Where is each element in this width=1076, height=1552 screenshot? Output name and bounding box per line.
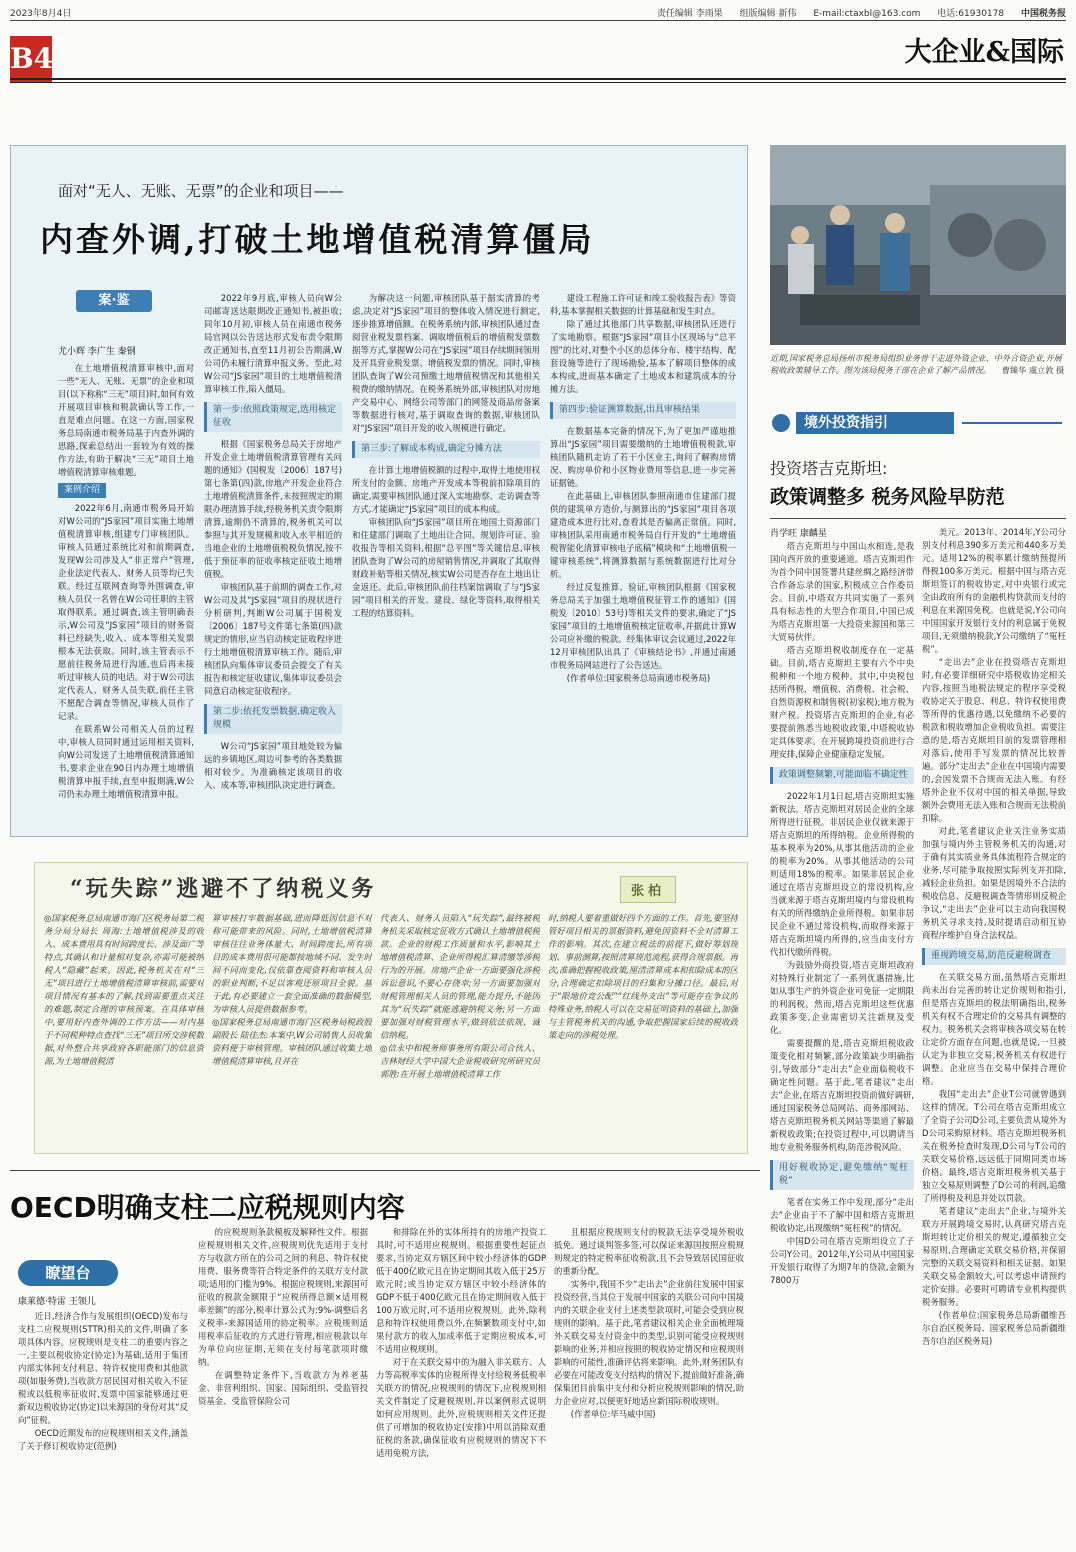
oecd-rule xyxy=(10,1170,760,1171)
oecd-para: 且根据应税规则支付的税款无法享受境外税收抵免。通过谈判签多签,可以保证来源国按照应税规则规定的特定税率征收税款,且不会导致居民国征收的重新分配。 xyxy=(554,1227,744,1276)
issue-date: 2023年8月4日 xyxy=(10,9,72,19)
commentary-column-2: 算审核打牢数据基础,进而降低因信息不对称可能带来的风险。同时,土地增值税清算审核往往业务体量大、时间跨度长,所有项目的成本费用很可能都按地域不同、发生时间不同而变化,仅依靠查阅资料和审核人员的职业判断,不足以客观还原项目全貌。基于此,有必要建立一套全面准确的数据模型,为审核人员提供数据参考。 ◎国家税务总局南通市海门区税务局税政股副股长 陆佳杰:本案中,W公司销售人员收集资料便于审核管理。审核团队通过收集土地增值税清算审核,且并在 xyxy=(212,913,372,1066)
right-para: 2022年1月1日起,塔吉克斯坦实施新税法。塔吉克斯坦对居民企业的全球所得进行征税。非居民企业仅就来源于塔吉克斯坦的所得纳税。企业所得税的基本税率为20%,从事其他活动的企业的税率为20%。从事其他活动的公司则适用18%的税率。如果非居民企业通过在塔吉克斯坦设立的常设机构,应当就来源于塔吉克斯坦境内与常设机构有关的所得缴纳企业所得税。如果非居民企业不通过常设机构,而取得来源于塔吉克斯坦境内所得的,应当由支付方代扣代缴所得税。 xyxy=(770,791,914,957)
commentary-column-1: ◎国家税务总局南通市海门区税务局第二税务分局分局长 周海:土地增值税涉及的收入、成本费用具有时间跨度长、涉及面广等特点,其确认和计量相对复杂,亦需可能被纳税人“隐藏”起来。因此,税务机关在对“三无”项目进行土地增值税清算审核前,需要对项目情况有基本的了解,找到需要重点关注的难题,制定合理的审核预案。在具体审核中,要用好内查外调的工作方法——对内基于不同税种特点查找“三无”项目所交涉税数据,对外整合共享政府各职能部门的信息资源,为土地增值税清 xyxy=(44,913,204,1066)
lead-column-1 xyxy=(58,362,194,828)
phone: 电话:61930178 xyxy=(937,9,1005,19)
lead-column-2 xyxy=(204,292,342,828)
lookout-tag-box xyxy=(18,1260,118,1286)
commentary-title: “玩失踪”逃避不了纳税义务 xyxy=(70,876,377,902)
right-para: 在关联交易方面,虽然塔吉克斯坦尚未出台完善的转让定价规则和指引,但是塔吉克斯坦的税法明确指出,税务机关有权不合理定价的交易具有调整的权力。税务机关会将审核各项交易在转让定价方面存在问题,也就是说,一旦被认定为非独立交易,税务机关有权进行调整。企业应当在交易中保持合理价格。 xyxy=(922,972,1066,1086)
right-subhead: 重视跨境交易,防范反避税调查 xyxy=(922,948,1066,965)
globe-icon xyxy=(772,414,790,432)
news-photo xyxy=(770,145,1066,345)
right-para: 美元。2013年、2014年,Y公司分别支付利息390多万美元和440多万美元。适用12%的税率累计缴纳预提所得税100多万美元。根据中国与塔吉克斯坦签订的税收协定,对中央银行或完全由政府所有的金融机构贷款而支付的利息在来源国免税。也就是说,Y公司向中国国家开发银行支付的利息属于免税项目,无须缴纳税款,Y公司缴纳了“冤枉税”。 xyxy=(922,527,1066,654)
header-rule-thin xyxy=(10,82,1066,83)
lead-para: 在联系W公司相关人员的过程中,审核人员同时通过运用相关资料,向W公司发送了土地增值税清算通知书,要求企业在90日内办理土地增值税清算申报手续,直至申报期满,W公司仍未办理土地增值税清算申报。 xyxy=(58,724,194,799)
lead-para: 在计算土地增值税额的过程中,取得土地使用权所支付的金额、房地产开发成本等税前扣除项目的确定,需要审核团队通过深入实地勘察、走访调查等方式,才能确定“JS家园”项目的成本构成。 xyxy=(352,465,540,514)
right-para: 塔吉克斯坦税收制度存在一定基础。目前,塔吉克斯坦主要有六个中央税种和一个地方税种。其中,中央税包括所得税、增值税、消费税、社会税、自然资源税和制售税(初家税);地方税为财产税。投资塔吉克斯坦的企业,有必要提前熟悉当地税收政策,中塔税收协定具体要求。在开展跨境投资前进行合理安排,保障企业健康稳定发展。 xyxy=(770,645,914,759)
email[interactable]: E-mail:ctaxbl@163.com xyxy=(813,9,921,19)
commentary-column-3: 代表人、财务人员陷入“玩失踪”,最终被税务机关采取核定征收方式确认土地增值税税款。企业的财税工作质量和水平,影响其土地增值税清算、企业所得税汇算清缴等涉税行为的开展。房地产企业一方面要强化涉税诉讼意识,不要心存侥幸;另一方面要加强对财税管理相关人员的管理,能力提升,不能因其为“玩失踪”就能逃避纳税义务;另一方面要加强对财税管理水平,做到依法依规、诚信纳税。 ◎信永中和税务师事务所有限公司合伙人、吉林财经大学中国大企业税收研究所研究员 郭胜:在开展土地增值税清算工作 xyxy=(380,913,540,1079)
oecd-column-3 xyxy=(376,1226,546,1546)
right-para: 笔者在实务工作中发现,部分“走出去”企业由于不了解中国和塔吉克斯坦税收协定,出现缴纳“冤枉税”的情况。 xyxy=(770,1197,914,1233)
right-para: 笔者建议“走出去”企业,与境外关联方开展跨境交易时,认真研究塔吉克斯坦转让定价相关的规定,遵循独立交易原则,合理确定关联交易价格,并保留完整的关联交易资料和相关证据。如果关联交易金额较大,可以考虑申请预约定价安排。必要时可聘请专业机构提供税务服务。 xyxy=(922,1206,1066,1307)
paper-name: 中国税务报 xyxy=(1020,9,1066,19)
oecd-para: OECD近期发布的应税规则相关文件,涵盖了关于修订税收协定(范例) xyxy=(18,1428,188,1451)
lead-para: 为解决这一问题,审核团队基于据实清算的考虑,决定对“JS家园”项目的整体收入情况进行测定,逐步推算增值额。在税务系统内部,审核团队通过查阅营业税发票档案、调取增值税后的增值税发票数据等方式,掌握W公司在“JS家园”项目存续期间领用及开具营业税发票、增值税发票的情况。同时,审核团队查询了W公司预缴土地增值税情况和其他相关税费的缴纳情况。在税务系统外部,审核团队对房地产交易中心、网络公司等部门的网签及商品房备案等数据进行核对,基于调取查询的数据,审核团队对“JS家园”项目开发的收入规模进行确定。 xyxy=(352,293,540,433)
overseas-guide-banner xyxy=(772,412,1062,434)
photo-credit: 曹臻华 虞立敦 摄 xyxy=(1001,365,1065,375)
right-headline: 政策调整多 税务风险早防范 xyxy=(770,486,1005,508)
layout-editor: 组版编辑 新伟 xyxy=(739,9,797,19)
lead-para: 审核团队基于前期的调查工作,对W公司及其“JS家园”项目的现状进行分析研判,判断W公司属于国税发〔2006〕187号文件第七条第(四)款规定的情形,应当启动核定征收程序进行土地增值税清算审核工作。随后,审核团队向集体审议委员会提交了有关报告和核定征收建议,集体审议委员会同意启动核定征收程序。 xyxy=(204,582,342,696)
oecd-column-1 xyxy=(18,1310,188,1546)
lead-para: 根据《国家税务总局关于房地产开发企业土地增值税清算管理有关问题的通知》(国税发〔2006〕187号)第七条第(四)款,房地产开发企业符合土地增值税清算条件,未按照规定的期限办理清算手续,经税务机关责令限期清算,逾期仍不清算的,税务机关可以参照与其开发规模和收入水平相近的当地企业的土地增值税税负情况,按不低于预征率的征收率核定征收土地增值税。 xyxy=(204,439,342,579)
oecd-para: 实务中,我国不少“走出去”企业前往发展中国家投资经营,当其位于发展中国家的关联公司向中国境内的关联企业支付上述类型款项时,可能会受到应税规则的影响。基于此,笔者建议相关企业全面梳理境外关联交易支付资金中的类型,识别可能受应税规则影响的业务,并相应按照的税收协定情况和应税规则影响的可能性,准确评估将来影响。此外,财务团队有必要在可能改变支付结构的情况下,提前做好准备,确保集团目前集中支付和分析应税规则影响的情况,助力企业应对,以便更好地适应新国际税收规则。 xyxy=(554,1279,744,1406)
lead-para: 在数据基本完备的情况下,为了更加严谨地推算出“JS家园”项目需要缴纳的土地增值税税款,审核团队随机走访了若干小区业主,询问了解购房情况、购房单价和小区物业费用等信息,进一步完善证据链。 xyxy=(550,426,736,488)
editor: 责任编辑 李雨果 xyxy=(656,9,723,19)
factory-photo-illustration xyxy=(770,145,1066,345)
right-para: “走出去”企业在投资塔吉克斯坦时,有必要详细研究中塔税收协定相关内容,按照当地税法规定的程序享受税收协定关于股息、利息、特许权使用费等所得的优惠待遇,以免缴纳不必要的税款和税收增加企业税收负担。需要注意的是,塔吉克斯坦目前的发票管理相对落后,使用手写发票的情况比较普遍。部分“走出去”企业在中国境内需要的,会因发票不合规而无法入账。有经塔外企业不仅对中国的相关单据,导致额外会费用无法入账和合规而无法税前扣除。 xyxy=(922,657,1066,823)
lead-para: 在土地增值税清算审核中,面对一些“无人、无账、无票”的企业和项目(以下称称“三无”项目)时,如何有效开展项目审核和税款确认等工作,一直是难点问题。在这一方面,国家税务总局南通市税务局基于内查外调的思路,探索总结出一套较为有效的操作方法,有助于解决“三无”项目土地增值税清算审核难题。 xyxy=(58,363,194,477)
commentary-author: 张柏 xyxy=(620,876,676,903)
oecd-para: 在调整特定条件下,当收款方为养老基金、非营利组织、国家、国际组织、受监管投资基金、受监管保险公司 xyxy=(198,1370,368,1406)
step-heading: 第三步:了解成本构成,确定分摊方法 xyxy=(352,441,540,458)
step-heading: 第二步:依托发票数据,确定收入规模 xyxy=(204,704,342,734)
right-para: 中国D公司在塔吉克斯坦设立了子公司Y公司。2012年,Y公司从中国国家开发银行取得了为期7年的贷款,金额为7800万 xyxy=(770,1236,914,1285)
right-subhead: 用好税收协定,避免缴纳“冤枉税” xyxy=(770,1160,914,1190)
lead-para: 在此基础上,审核团队参照南通市住建部门提供的建筑单方造价,与测算出的“JS家园”项目各项建造成本进行比对,查看其是否偏离正常值。同时,审核团队采用南通市税务局自行开发的“土地增值税智能化清算审核电子底稿”模块和“土地增值税一键审核系统”,将测算数据与系统数据进行比对分析。 xyxy=(550,491,736,579)
oecd-para: (作者单位:毕马威中国) xyxy=(570,1409,656,1419)
page-number: B4 xyxy=(10,36,52,82)
commentary-column-4: 时,纳税人要着重做好四个方面的工作。首先,要坚持管好项目相关的票据资料,避免因资料不全对清算工作的影响。其次,在建立税法的前提下,做好筹划规划、事前测算,按照清算规范流程,获得合规票据。再次,准确把握税收政策,厘清清算成本和扣除成本的区分,合理确定扣除项目的归集和分摊口径。最后,对于“限地价竞公配”“红线外支出”等可能存在争议的特殊业务,纳税人可以在交易征明资料的基础上,加强与主管税务机关的沟通,争取把握国家后续的税收政策走向的涉税处理。 xyxy=(548,913,738,1040)
lead-para: (作者单位:国家税务总局南通市税务局) xyxy=(566,673,711,683)
masthead-strip xyxy=(10,6,1066,21)
lead-para: 审核团队向“JS家园”项目所在地国土资源部门和住建部门调取了土地出让合同、规划许可证、验收报告等相关资料,根据“总平图”等关键信息,审核团队查询了W公司的房屋销售情况,并调取了其取得财政补贴等相关情况,核实W公司是否存在土地出让金返还。此后,审核团队前往档案馆调取了与“JS家园”项目相关的开发、建设、绿化等资料,取得相关工程的结算资料。 xyxy=(352,517,540,618)
lead-para: W公司“JS家园”项目地处较为偏远的乡镇地区,周边可参考的各类数据相对较少。为准确核定该项目的收入、成本等,审核团队决定进行调查。 xyxy=(204,741,342,790)
right-byline: 肖学旺 康麟星 xyxy=(770,529,827,539)
overseas-guide-tag: 境外投资指引 xyxy=(796,412,954,434)
lead-headline: 内查外调,打破土地增值税清算僵局 xyxy=(40,220,595,259)
lead-kicker: 面对“无人、无账、无票”的企业和项目—— xyxy=(58,182,344,200)
lead-para: 2022年9月底,审核人员向W公司邮寄送达限期改正通知书,被拒收;同年10月初,审核人员在南通市税务局官网以公告送达形式发布责令限期改正通知书,直至11月初公告期满,W公司仍未履行清算申报义务。至此,对W公司“JS家园”项目的土地增值税清算审核工作,陷入僵局。 xyxy=(204,293,342,394)
case-intro-label: 案例介绍 xyxy=(58,483,106,498)
right-rule xyxy=(770,518,1066,519)
oecd-column-2 xyxy=(198,1226,368,1546)
header-rule xyxy=(10,78,1066,80)
section-title: 大企业&国际 xyxy=(904,37,1064,68)
oecd-para: 近日,经济合作与发展组织(OECD)发布与支柱二应税规则(STTR)相关的文件,明确了多项具体内容。应税规则是支柱二的重要内容之一,主要以税收协定(协定)为基础,适用于集团内部实体间支付利息、特许权使用费和其他款项(如服务费),当收款方居民国对相关收入不征税或以低税率征收时,发票中国家能够通过更新双边税收协定(协定)以来源国的身份对其“反向”征税。 xyxy=(18,1311,188,1425)
case-tag: 案·鉴 xyxy=(76,290,152,312)
oecd-para: 的应税规则条款模板及解释性文件。根据应税规则相关文件,应税规则优先适用于支付方与收款方所在的公司之间的利息、特许权使用费、服务费等符合特定条件的关联方支付款项;适用的门槛为9%。根据应税规则,来源国可征收的税款金额限于“应税所得总额×适用税率差额”的部分,税率计算公式为:9%-调整后名义税率-来源国适用的协定税率。应税规则适用税率后征收的方式进行管理,相应税款以年为单位向应征期,无须在支付每笔款项时缴纳。 xyxy=(198,1227,368,1367)
oecd-byline: 康莱德·特雷 王领儿 xyxy=(18,1297,96,1307)
right-para: 为鼓励外商投资,塔吉克斯坦政府对特殊行业制定了一系列优惠措施,比如从事生产的外资企业可免征一定期限的利润税。然而,塔吉克斯坦这些优惠政策多变,企业需密切关注新规及变化。 xyxy=(770,960,914,1035)
right-subhead: 政策调整频繁,可能面临不确定性 xyxy=(770,767,914,784)
step-heading: 第四步:验证测算数据,出具审核结果 xyxy=(550,402,736,419)
right-column-1 xyxy=(770,540,914,1546)
lead-column-4 xyxy=(550,292,736,828)
step-heading: 第一步:依照政策规定,选用核定征收 xyxy=(204,402,342,432)
right-para: 我国“走出去”企业T公司就曾遇到这样的情况。T公司在塔吉克斯坦成立了全资子公司D公司,主要负责从境外为D公司采购原材料。塔吉克斯坦税务机关在税务检查时发现,D公司与T公司的关联交易价格,远远低于同期同类市场价格。最终,塔吉克斯坦税务机关基于独立交易原则调整了D公司的利润,追缴了所得税及利息并处以罚款。 xyxy=(922,1089,1066,1203)
oecd-headline: OECD明确支柱二应税规则内容 xyxy=(10,1191,405,1224)
right-para: 对此,笔者建议企业关注业务实质加强与境内外主管税务机关的沟通,对于确有其实质业务具体流程符合规定的业务,尽可能争取按照实际列支并扣除,减轻企业负担。如果是因境外不合法的税收信息、反避税调查等情形则反税企争议,“走出去”企业可以主动向我国税务机关寻求支持,及时提请启动相互协商程序维护自身合法权益。 xyxy=(922,826,1066,940)
photo-caption xyxy=(770,352,1066,376)
lead-para: 建设工程施工许可证和竣工验收报告表》等资料,基本掌握相关数据的计算基础和发生时点。 xyxy=(550,293,736,316)
oecd-para: 和排除在外的实体所持有的房地产投资工具时,可不适用应税规则。根据重要性起征点要求,当协定双方辖区间中较小经济体的GDP低于400亿欧元且在协定期间其收入低于25万欧元时;或当协定双方辖区中较小经济体的GDP不低于400亿欧元且在协定期间收入低于100万欧元时,可不适用应税规则。此外,除利息和特许权使用费以外,在频繁数项支付中,如果付款方的收入加成率低于定期应税成本,可不适用应税规则。 xyxy=(376,1227,546,1354)
right-column-2 xyxy=(922,526,1066,1546)
caption-text: 近期,国家税务总局扬州市税务局组织业务骨干走进外资企业、中外合资企业,开展税收政策辅导工作。图为该局税务干部在企业了解产品情况。 xyxy=(770,353,1062,375)
lead-byline: 尤小辉 李广生 秦钢 xyxy=(58,347,136,357)
lead-para: 2022年6月,南通市税务局开始对W公司的“JS家园”项目实施土地增值税清算审核,组建专门审核团队。审核人员通过系统比对和前期调查,发现W公司涉及人“非正常户”管理,企业法定代表人、财务人员等均已失联。经过互联网查询等外围调查,审核人员仅一名曾在W公司任职的主管取得联系。通过调查,该主管明确表示,W公司及“JS家园”项目的财务资料已经缺失,收入、成本等相关发票根本无法获取。同时,该主管表示不愿前往税务局进行沟通,也后再未接听过审核人员的电话。对于W公司法定代表人、财务人员失联,前任主管不愿配合调查等情况,审核人员作了记录。 xyxy=(58,503,194,721)
masthead-info xyxy=(643,6,1066,19)
right-para: (作者单位:国家税务总局新疆维吾尔自治区税务局、国家税务总局新疆维吾尔自治区税务局) xyxy=(922,1310,1066,1346)
lookout-tag: 瞭望台 xyxy=(18,1260,118,1286)
right-kicker: 投资塔吉克斯坦: xyxy=(770,459,888,478)
oecd-column-4 xyxy=(554,1226,744,1546)
right-para: 塔吉克斯坦与中国山水相连,是我国向西开放的重要通道。塔吉克斯坦作为首个同中国签署共建丝绸之路经济带合作备忘录的国家,积极成立合作委员会。目前,中塔双方共同实施了一系列具有标志性的大型合作项目,中国已成为塔吉克斯坦第一大投资来源国和第三大贸易伙伴。 xyxy=(770,541,914,642)
lead-para: 除了通过其他部门共享数据,审核团队还进行了实地勘察。根据“JS家园”项目小区现场与“总平图”的比对,对整个小区的总体分布、楼宇结构、配套设施等进行了现场勘验,基本了解项目整体的成本构成,进而基本确定了土地成本和建筑成本的分摊方法。 xyxy=(550,319,736,394)
banner-line xyxy=(962,422,1062,424)
right-para: 需要提醒的是,塔吉克斯坦税收政策变化相对频繁,部分政策缺少明确指引,导致部分“走出去”企业面临税收不确定性问题。基于此,笔者建议“走出去”企业,在塔吉克斯坦投资前做好调研,通过国家税务总局网站、商务部网站、塔吉克斯坦税务机关网站等渠道了解最新税收政策;在投资过程中,可以聘请当地专业税务服务机构,防范涉税风险。 xyxy=(770,1038,914,1152)
oecd-para: 对于在关联交易中的为融入非关联方、人力等高税率实体的应税所得支付给税务低税率关联方的情况,应税规则的情况下,应税规则相关文件制定了反避税规则,并以案例形式说明如何应用规则。此外,应税规则相关文件还提供了可增加的税收协定(安排)中用以消除双重征税的条款,确保征收有应税规则的情况下不适用免税方法, xyxy=(376,1357,546,1458)
lead-para: 经过反复推算、验证,审核团队根据《国家税务总局关于加强土地增值税征管工作的通知》(国税发〔2010〕53号)等相关文件的要求,确定了“JS家园”项目的土地增值税核定征收率,并据此计算W公司应补缴的税款。经集体审议会议通过,2022年12月审核团队出具了《审核结论书》,并通过南通市税务局网站进行了公告送达。 xyxy=(550,582,736,670)
lead-column-3 xyxy=(352,292,540,828)
